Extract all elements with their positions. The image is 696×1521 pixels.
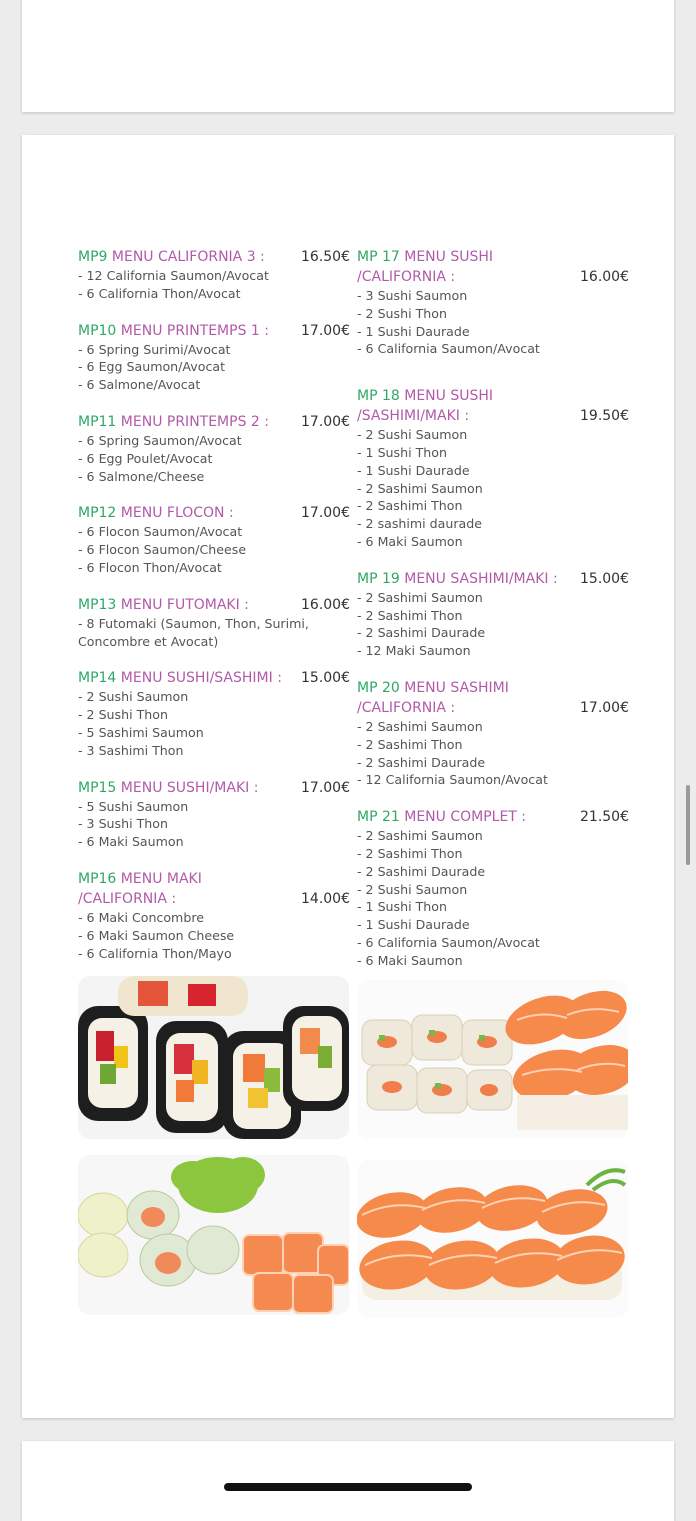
menu-content-line: - 2 Sashimi Daurade: [357, 625, 486, 641]
menu-content-line: - 6 Flocon Saumon/Cheese: [78, 542, 247, 558]
spring-rolls-photo: [78, 1155, 349, 1315]
next-menu-page: [22, 1441, 674, 1521]
menu-item-mp15: [78, 778, 348, 851]
menu-item-mp20: [357, 678, 627, 789]
menu-name: MENU FLOCON :: [120, 505, 234, 522]
menu-code: MP 17: [357, 249, 400, 265]
menu-content-line: - 6 Salmone/Avocat: [78, 377, 201, 393]
menu-content-line: - 2 Sushi Saumon: [357, 427, 468, 443]
menu-item-mp9: [78, 247, 348, 303]
menu-code: MP10: [78, 322, 117, 339]
menu-content-line: - 2 Sashimi Thon: [357, 845, 463, 861]
menu-content-line: - 6 Maki Concombre: [78, 909, 204, 925]
menu-content-line: - 6 California Thon/Avocat: [78, 285, 241, 301]
menu-contents: [78, 523, 348, 576]
menu-code: MP13: [78, 596, 117, 613]
menu-contents: [78, 615, 348, 651]
menu-content-line: - 6 California Saumon/Avocat: [357, 341, 540, 357]
menu-item-header: [78, 869, 348, 909]
menu-name: MENU CALIFORNIA 3 :: [111, 249, 265, 265]
menu-item-header: [357, 386, 627, 426]
menu-name-continued: /CALIFORNIA :: [357, 699, 456, 716]
menu-code: MP11: [78, 413, 117, 430]
california-and-salmon-sushi-photo: [357, 980, 628, 1139]
menu-content-line: - 3 Sushi Thon: [78, 816, 168, 832]
menu-name: MENU MAKI: [120, 870, 202, 887]
menu-content-line: - 2 sashimi daurade: [357, 516, 482, 532]
menu-price: 17.00€: [301, 779, 350, 796]
menu-content-line: - 6 Spring Surimi/Avocat: [78, 341, 231, 357]
menu-content-line: - 5 Sashimi Saumon: [78, 724, 204, 740]
menu-name: MENU SASHIMI: [404, 679, 509, 696]
menu-price: 15.00€: [301, 670, 350, 687]
menu-page: [22, 135, 674, 1418]
menu-price: 21.50€: [580, 809, 629, 826]
salmon-sushi-photo: [357, 1160, 628, 1317]
menu-item-header: [357, 247, 627, 287]
menu-item-header: [78, 595, 348, 615]
menu-content-line: - 6 Maki Saumon: [357, 533, 463, 549]
menu-content-line: - 5 Sushi Saumon: [78, 798, 189, 814]
futomaki-photo: [78, 976, 349, 1139]
menu-content-line: - 1 Sushi Daurade: [357, 917, 470, 933]
menu-name-continued: /CALIFORNIA :: [357, 269, 456, 285]
menu-price: 15.00€: [580, 570, 629, 587]
menu-name-continued: /CALIFORNIA :: [78, 890, 177, 907]
menu-item-header: [357, 678, 627, 718]
menu-content-line: - 6 Egg Poulet/Avocat: [78, 450, 213, 466]
menu-content-line: - 1 Sushi Thon: [357, 444, 447, 460]
menu-item-mp12: [78, 503, 348, 576]
menu-content-line: - 6 Flocon Thon/Avocat: [78, 559, 222, 575]
menu-name: MENU SUSHI: [404, 249, 494, 265]
menu-content-line: - 6 Maki Saumon: [78, 834, 184, 850]
home-indicator[interactable]: [224, 1483, 472, 1491]
menu-item-header: [78, 503, 348, 523]
menu-item-mp19: [357, 569, 627, 660]
menu-item-mp13: [78, 595, 348, 651]
menu-content-line: - 1 Sushi Daurade: [357, 323, 470, 339]
menu-content-line: - 6 Salmone/Cheese: [78, 468, 205, 484]
menu-name: MENU FUTOMAKI :: [120, 596, 249, 613]
menu-price: 14.00€: [301, 890, 350, 907]
menu-name: MENU SUSHI: [404, 388, 494, 405]
menu-price: 17.00€: [301, 505, 350, 522]
menu-content-line: - 3 Sashimi Thon: [78, 742, 184, 758]
menu-item-mp16: [78, 869, 348, 962]
previous-menu-page: [22, 0, 674, 112]
menu-content-line: - 6 Maki Saumon: [357, 952, 463, 968]
menu-price: 19.50€: [580, 408, 629, 425]
menu-name: MENU COMPLET :: [404, 809, 527, 826]
menu-item-header: [78, 778, 348, 798]
menu-content-line: - 1 Sushi Daurade: [357, 462, 470, 478]
menu-price: 17.00€: [301, 322, 350, 339]
menu-content-line: - 6 Egg Saumon/Avocat: [78, 359, 226, 375]
menu-item-mp17: [357, 247, 627, 358]
menu-content-line: - 6 Spring Saumon/Avocat: [78, 432, 242, 448]
menu-column-right: [357, 247, 627, 988]
menu-contents: [357, 589, 627, 660]
menu-content-line: - 2 Sashimi Thon: [357, 736, 463, 752]
menu-contents: [78, 909, 348, 962]
menu-contents: [357, 426, 627, 551]
menu-content-line: - 1 Sushi Thon: [357, 899, 447, 915]
menu-name: MENU SASHIMI/MAKI :: [404, 570, 558, 587]
menu-code: MP14: [78, 670, 117, 687]
menu-content-line: - 2 Sashimi Saumon: [357, 718, 483, 734]
menu-price: 16.00€: [301, 596, 350, 613]
menu-code: MP15: [78, 779, 117, 796]
menu-content-line: - 2 Sashimi Saumon: [357, 589, 483, 605]
menu-contents: [78, 432, 348, 485]
menu-content-line: - 2 Sushi Thon: [357, 305, 447, 321]
menu-content-line: - 2 Sushi Saumon: [357, 881, 468, 897]
menu-name: MENU SUSHI/SASHIMI :: [120, 670, 282, 687]
menu-item-header: [357, 807, 627, 827]
menu-content-line: - 3 Sushi Saumon: [357, 288, 468, 303]
menu-name: MENU PRINTEMPS 2 :: [120, 413, 269, 430]
menu-contents: [357, 287, 627, 358]
menu-item-header: [78, 412, 348, 432]
scrollbar[interactable]: [686, 785, 690, 865]
menu-item-mp10: [78, 321, 348, 394]
menu-column-left: [78, 247, 348, 980]
menu-content-line: - 2 Sashimi Daurade: [357, 754, 486, 770]
menu-content-line: - 2 Sushi Thon: [78, 707, 168, 723]
menu-price: 17.00€: [580, 699, 629, 716]
menu-name-continued: /SASHIMI/MAKI :: [357, 408, 470, 425]
menu-code: MP9: [78, 249, 108, 265]
menu-content-line: - 6 Flocon Saumon/Avocat: [78, 524, 243, 540]
menu-content-line: - 6 Maki Saumon Cheese: [78, 927, 235, 943]
menu-content-line: - 12 California Saumon/Avocat: [78, 268, 269, 283]
menu-code: MP12: [78, 505, 117, 522]
menu-code: MP 19: [357, 570, 400, 587]
menu-content-line: - 8 Futomaki (Saumon, Thon, Surimi, Concombre et Avocat): [78, 615, 309, 649]
menu-content-line: - 2 Sushi Saumon: [78, 689, 189, 705]
menu-item-header: [78, 247, 348, 267]
menu-contents: [78, 798, 348, 851]
menu-content-line: - 12 Maki Saumon: [357, 643, 471, 659]
menu-item-mp18: [357, 386, 627, 551]
menu-code: MP16: [78, 870, 117, 887]
menu-contents: [78, 688, 348, 759]
menu-item-header: [78, 668, 348, 688]
menu-code: MP 18: [357, 388, 400, 405]
menu-price: 16.00€: [580, 269, 629, 285]
menu-content-line: - 2 Sashimi Thon: [357, 498, 463, 514]
menu-content-line: - 6 California Saumon/Avocat: [357, 934, 540, 950]
menu-contents: [78, 341, 348, 394]
menu-content-line: - 2 Sashimi Saumon: [357, 480, 483, 496]
menu-name: MENU PRINTEMPS 1 :: [120, 322, 269, 339]
menu-item-header: [78, 321, 348, 341]
menu-item-mp14: [78, 668, 348, 759]
menu-content-line: - 2 Sashimi Daurade: [357, 863, 486, 879]
menu-contents: [357, 827, 627, 969]
menu-code: MP 20: [357, 679, 400, 696]
menu-contents: [357, 718, 627, 789]
menu-item-mp11: [78, 412, 348, 485]
menu-content-line: - 6 California Thon/Mayo: [78, 945, 232, 961]
menu-contents: [78, 267, 348, 303]
menu-code: MP 21: [357, 809, 400, 826]
menu-item-mp21: [357, 807, 627, 969]
menu-content-line: - 2 Sashimi Saumon: [357, 828, 483, 844]
menu-price: 17.00€: [301, 413, 350, 430]
menu-content-line: - 2 Sashimi Thon: [357, 607, 463, 623]
menu-item-header: [357, 569, 627, 589]
menu-content-line: - 12 California Saumon/Avocat: [357, 772, 548, 788]
menu-name: MENU SUSHI/MAKI :: [120, 779, 259, 796]
menu-price: 16.50€: [301, 249, 350, 265]
